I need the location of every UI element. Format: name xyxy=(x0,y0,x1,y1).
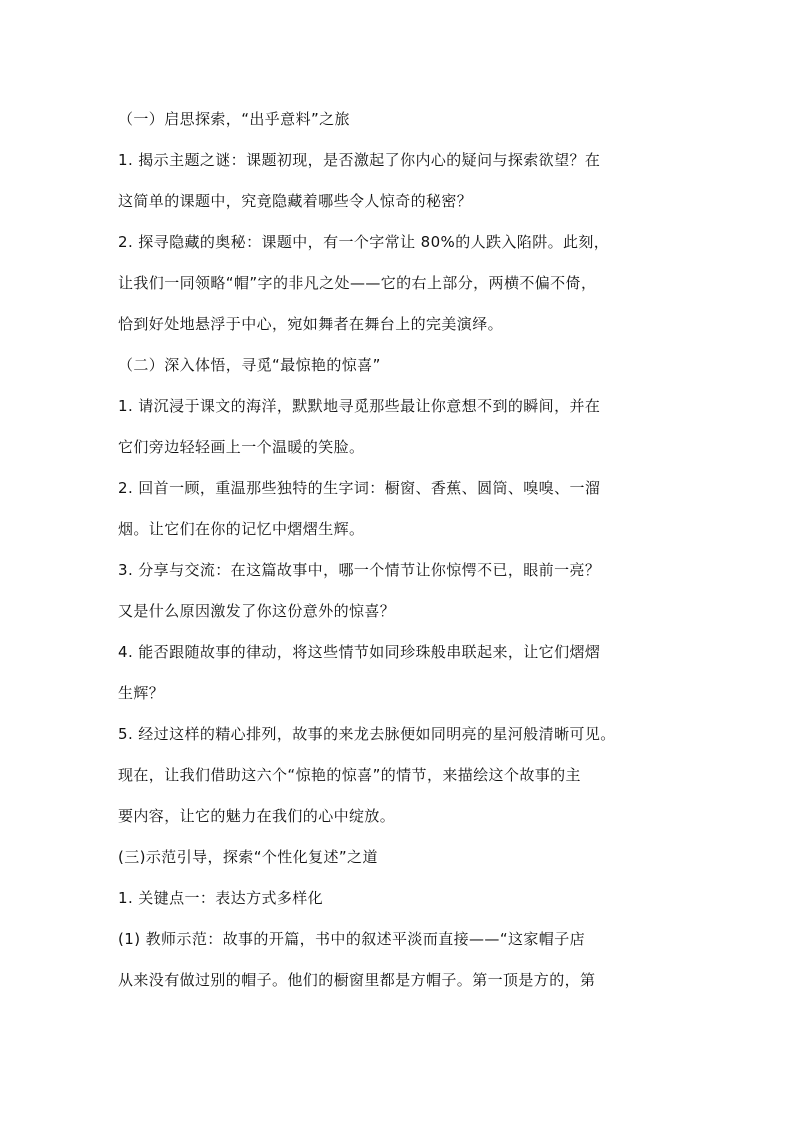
paragraph-line: 2. 回首一顾，重温那些独特的生字词：橱窗、香蕉、圆筒、嗅嗅、一溜 xyxy=(118,479,601,497)
paragraph-line: 烟。让它们在你的记忆中熠熠生辉。 xyxy=(118,520,365,538)
paragraph-line: 4. 能否跟随故事的律动，将这些情节如同珍珠般串联起来，让它们熠熠 xyxy=(118,643,601,661)
paragraph-line: (1) 教师示范：故事的开篇，书中的叙述平淡而直接——“这家帽子店 xyxy=(118,930,585,948)
paragraph-line: 它们旁边轻轻画上一个温暖的笑脸。 xyxy=(118,438,365,456)
paragraph-line: 1. 关键点一：表达方式多样化 xyxy=(118,889,324,907)
paragraph-line: 这简单的课题中，究竟隐藏着哪些令人惊奇的秘密？ xyxy=(118,192,473,210)
section-heading-2: （二）深入体悟，寻觅“最惊艳的惊喜” xyxy=(118,356,381,374)
paragraph-line: 恰到好处地悬浮于中心，宛如舞者在舞台上的完美演绎。 xyxy=(118,315,504,333)
paragraph-line: 5. 经过这样的精心排列，故事的来龙去脉便如同明亮的星河般清晰可见。 xyxy=(118,725,616,743)
paragraph-line: 2. 探寻隐藏的奥秘：课题中，有一个字常让 80%的人跌入陷阱。此刻， xyxy=(118,233,610,251)
paragraph-line: 又是什么原因激发了你这份意外的惊喜？ xyxy=(118,602,396,620)
paragraph-line: 3. 分享与交流：在这篇故事中，哪一个情节让你惊愕不已，眼前一亮？ xyxy=(118,561,601,579)
paragraph-line: 从来没有做过别的帽子。他们的橱窗里都是方帽子。第一顶是方的，第 xyxy=(118,971,596,989)
paragraph-line: 让我们一同领略“帽”字的非凡之处——它的右上部分，两横不偏不倚， xyxy=(118,274,597,292)
section-heading-1: （一）启思探索，“出乎意料”之旅 xyxy=(118,110,350,128)
paragraph-line: 要内容，让它的魅力在我们的心中绽放。 xyxy=(118,807,396,825)
paragraph-line: 现在，让我们借助这六个“惊艳的惊喜”的情节，来描绘这个故事的主 xyxy=(118,766,581,784)
paragraph-line: 1. 请沉浸于课文的海洋，默默地寻觅那些最让你意想不到的瞬间，并在 xyxy=(118,397,601,415)
paragraph-line: 1. 揭示主题之谜：课题初现，是否激起了你内心的疑问与探索欲望？在 xyxy=(118,151,601,169)
section-heading-3: (三)示范引导，探索“个性化复述”之道 xyxy=(118,848,378,866)
paragraph-line: 生辉？ xyxy=(118,684,165,702)
